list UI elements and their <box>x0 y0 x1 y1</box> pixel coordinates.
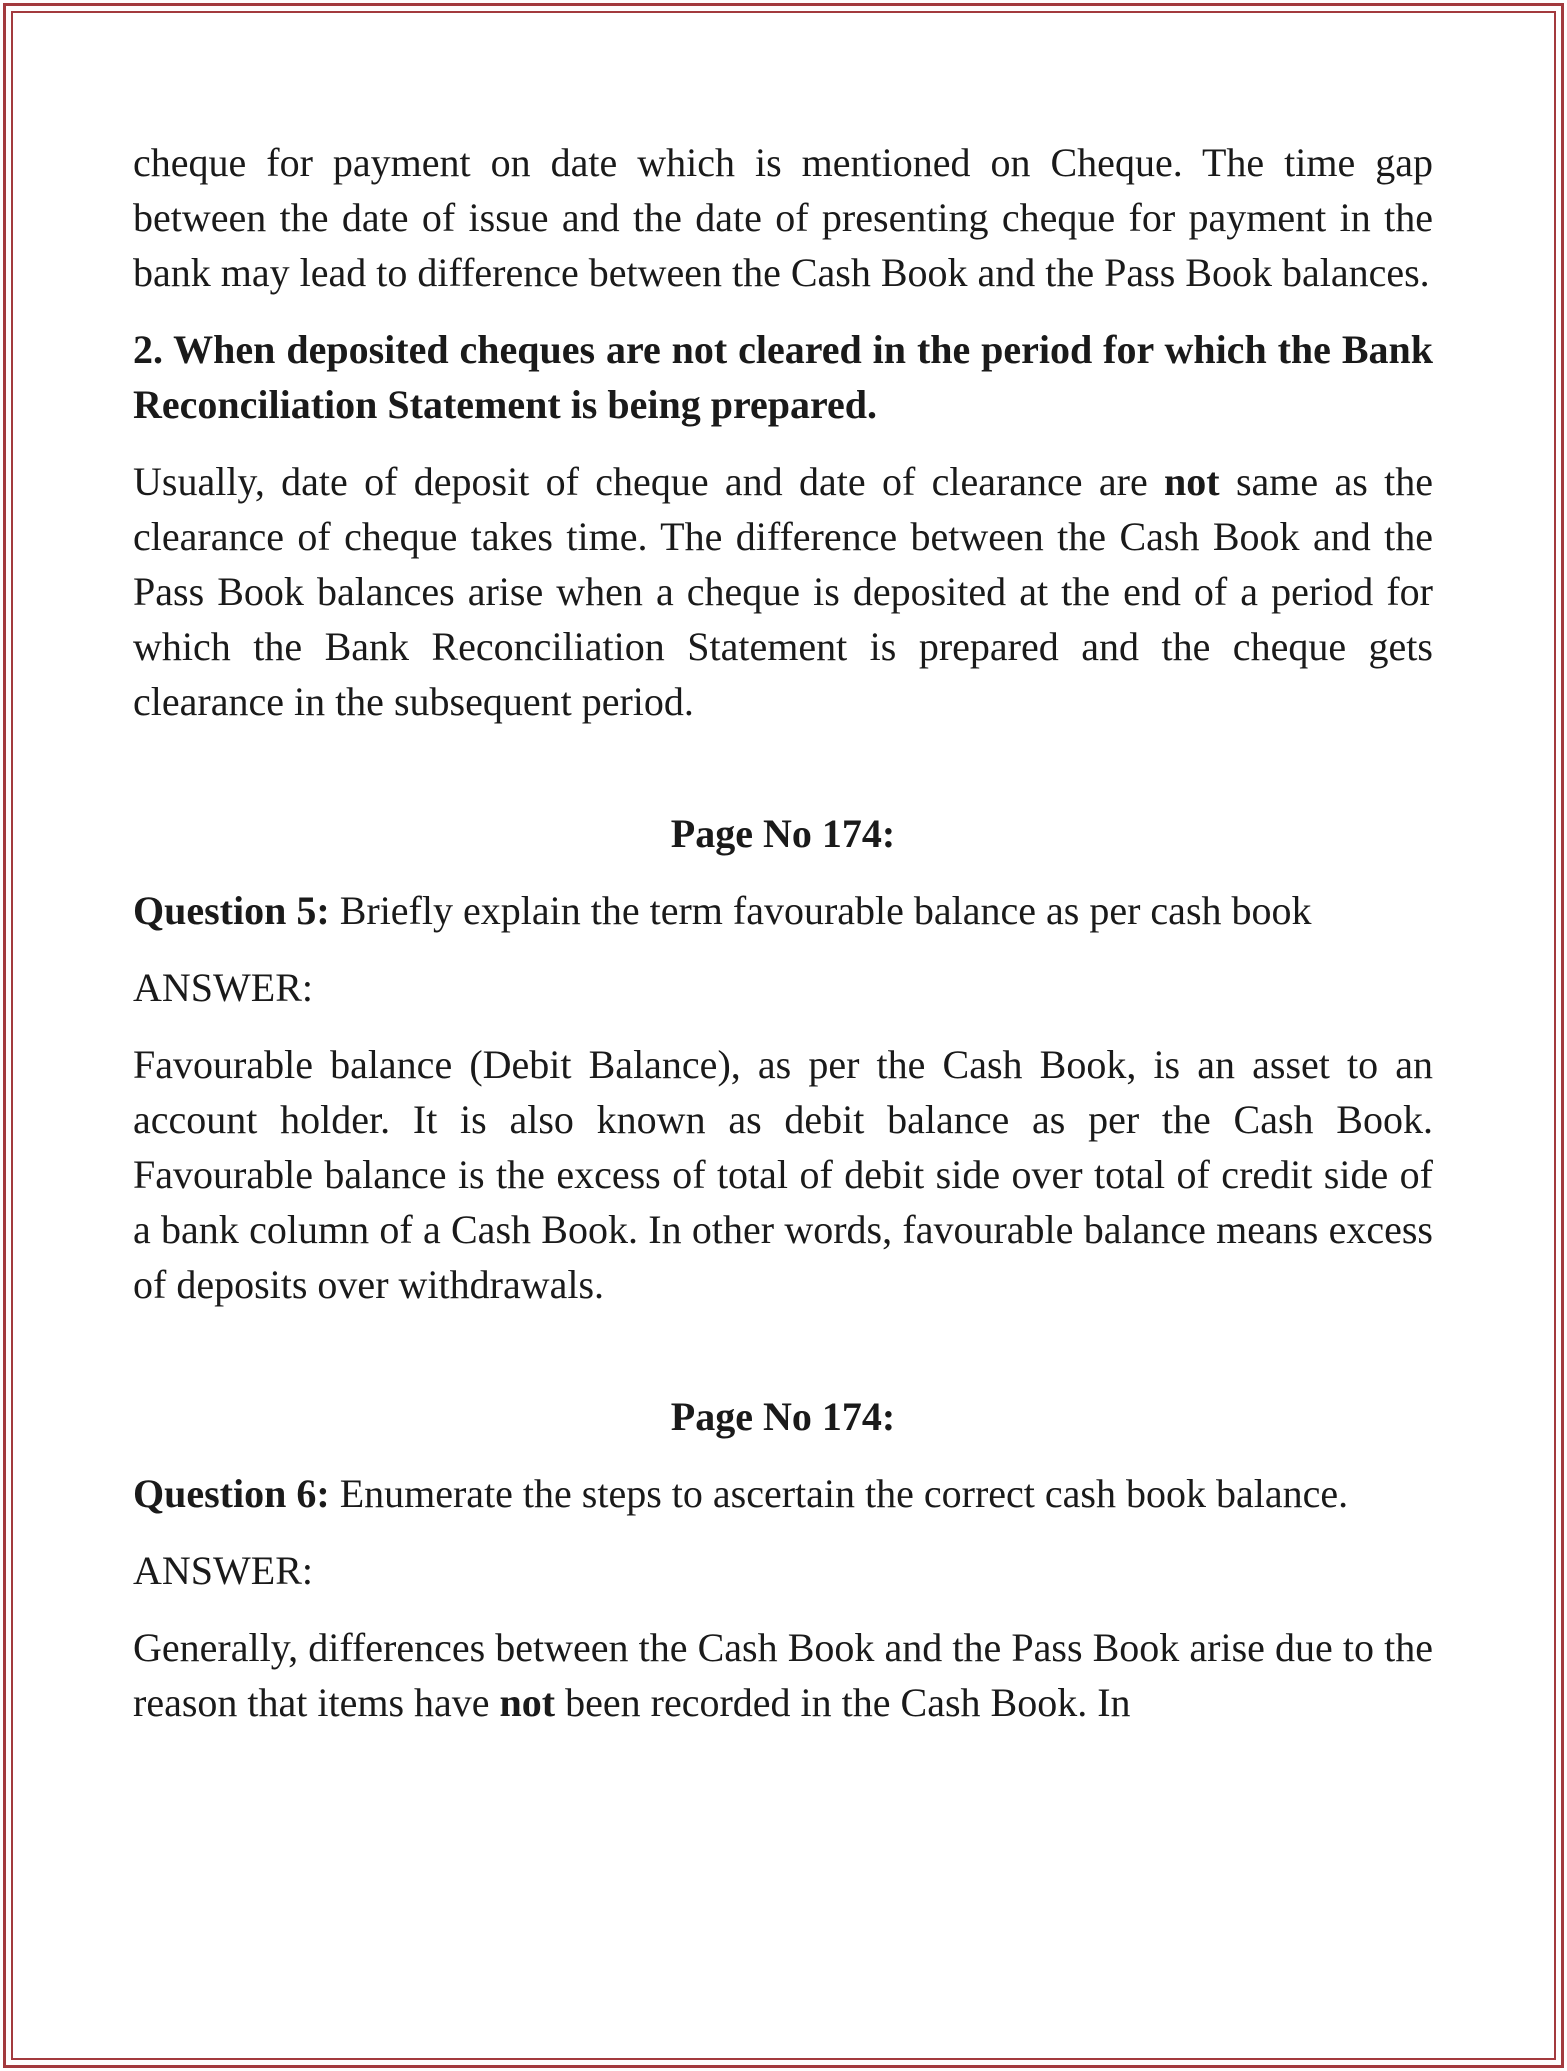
page-number-heading-1: Page No 174: <box>670 811 896 856</box>
point-2-text-b: same as the clearance of cheque takes time. The difference between the Cash Book and the Pass Book balances arise when a cheque is deposited at the end of a period for which the Bank Reconciliation Statement is prepared and the cheque gets clearance in the subsequent period. <box>133 459 1433 724</box>
answer-6-emphasis: not <box>499 1680 556 1725</box>
document-page <box>133 135 1433 1730</box>
question-5-label: Question 5: <box>133 888 330 933</box>
answer-6-paragraph <box>133 1620 1433 1730</box>
page-number-heading-2: Page No 174: <box>670 1394 896 1439</box>
question-6 <box>133 1466 1433 1521</box>
answer-5-paragraph: Favourable balance (Debit Balance), as per the Cash Book, is an asset to an account holder. It is also known as debit balance as per the Cash Book. Favourable balance is the excess of total of debit side over total of credit side of a bank column of a Cash Book. In other words, favourable balance means excess of deposits over withdrawals. <box>133 1042 1433 1307</box>
question-5-text: Briefly explain the term favourable balance as per cash book <box>329 888 1312 933</box>
answer-6-text-a: Generally, differences between the Cash Book and the Pass Book arise due to the reason that items have <box>133 1625 1433 1725</box>
answer-6-text-b: been recorded in the Cash Book. In <box>555 1680 1131 1725</box>
point-2-heading <box>133 322 1433 432</box>
point-2-text-a: Usually, date of deposit of cheque and date of clearance are <box>133 459 1165 504</box>
question-6-text: Enumerate the steps to ascertain the correct cash book balance. <box>329 1471 1349 1516</box>
question-5 <box>133 883 1433 938</box>
point-2-emphasis: not <box>1164 459 1220 504</box>
point-2-heading-text: 2. When deposited cheques are not cleared in the period for which the Bank Reconciliation Statement is being prepared. <box>133 327 1433 427</box>
answer-label-2: ANSWER: <box>133 1548 313 1593</box>
question-6-label: Question 6: <box>133 1471 330 1516</box>
answer-label-1: ANSWER: <box>133 965 313 1010</box>
continuation-paragraph: cheque for payment on date which is mentioned on Cheque. The time gap between the date of issue and the date of presenting cheque for payment in the bank may lead to difference between the Cash Book and the Pass Book balances. <box>133 140 1433 295</box>
point-2-paragraph <box>133 454 1433 729</box>
